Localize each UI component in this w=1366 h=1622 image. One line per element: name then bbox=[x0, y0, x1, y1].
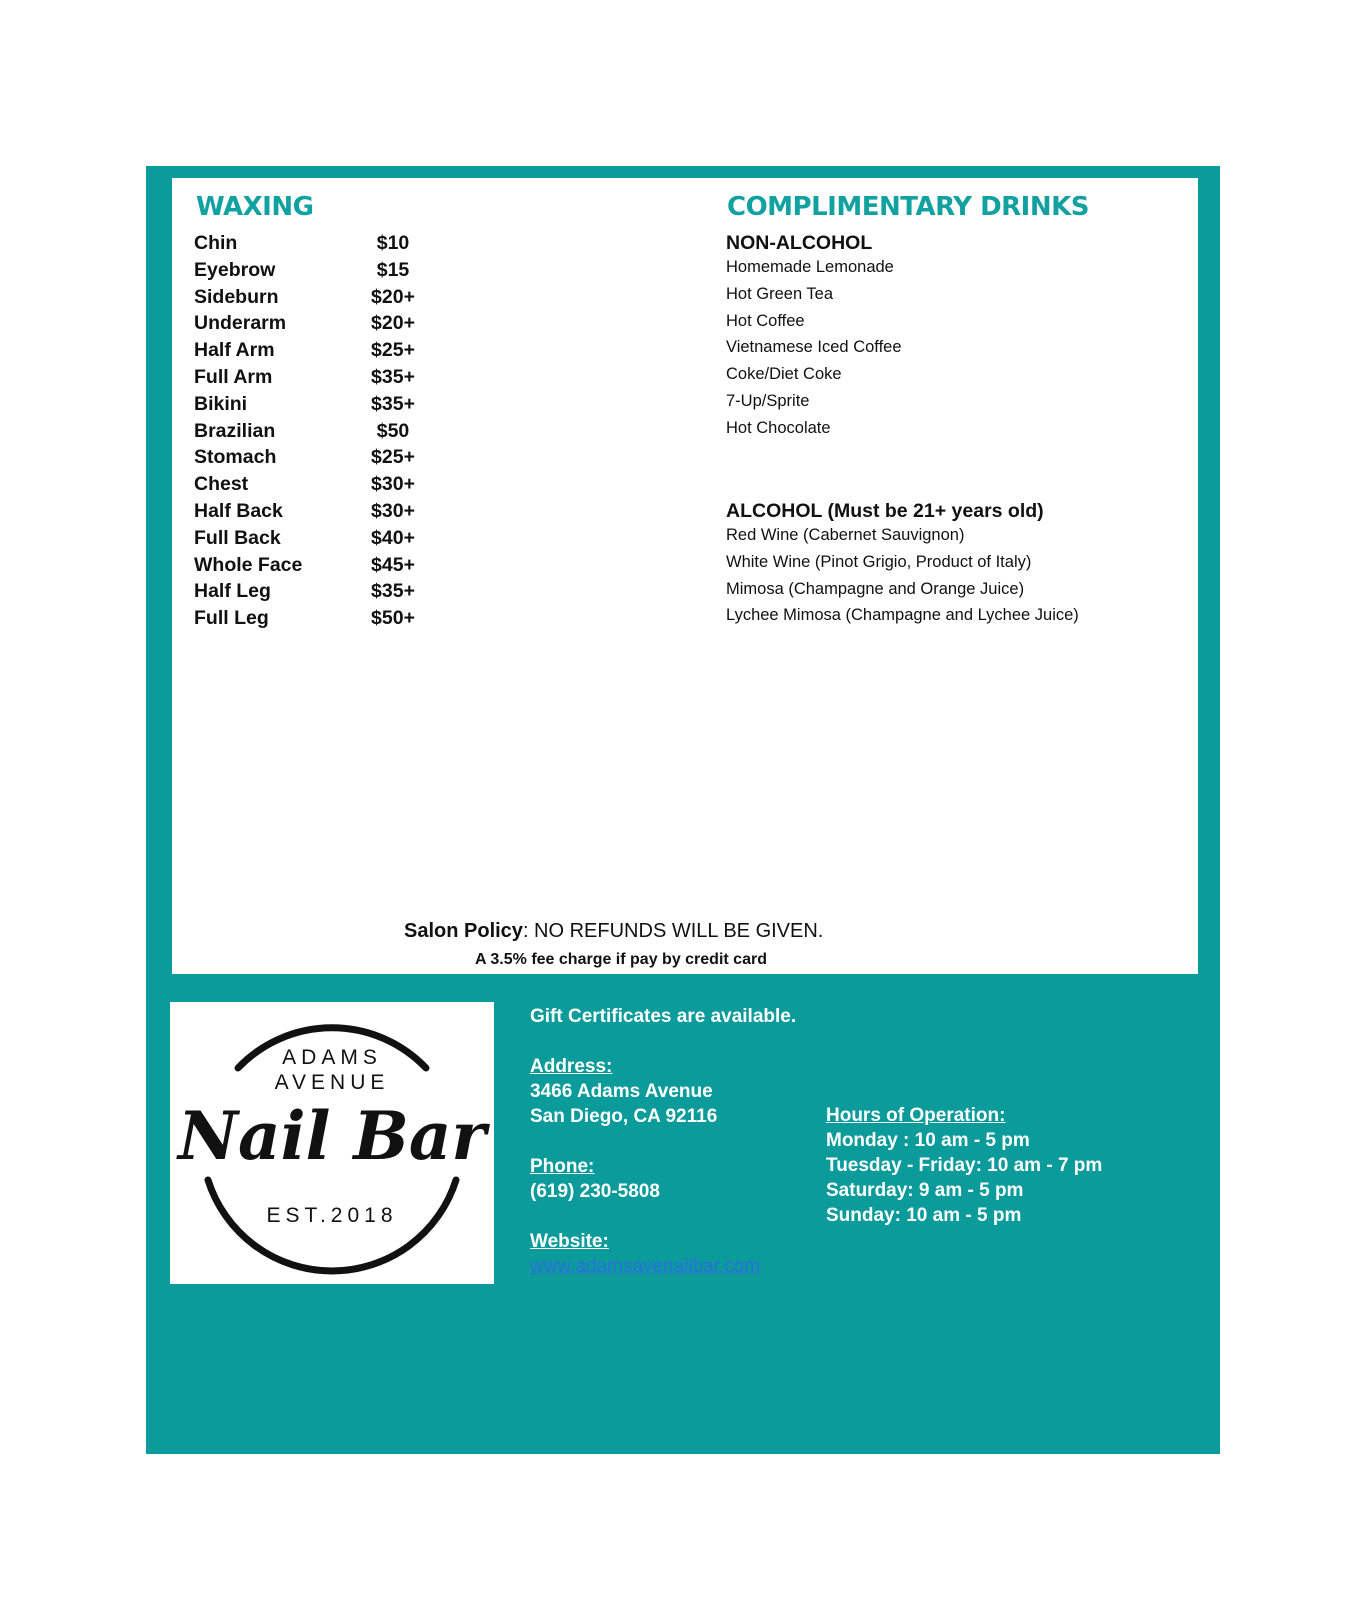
drinks-title: COMPLIMENTARY DRINKS bbox=[727, 192, 1089, 222]
services-panel bbox=[172, 178, 1198, 974]
logo-script: Nail Bar bbox=[176, 1097, 491, 1175]
waxing-item-name: Full Back bbox=[194, 526, 281, 549]
waxing-item bbox=[194, 366, 434, 393]
waxing-item-price: $20+ bbox=[371, 312, 415, 335]
drink-item: Hot Green Tea bbox=[726, 284, 834, 303]
waxing-item-name: Full Leg bbox=[194, 607, 269, 630]
waxing-item bbox=[194, 500, 434, 527]
drink-item: Lychee Mimosa (Champagne and Lychee Juice) bbox=[726, 606, 1079, 625]
waxing-item bbox=[194, 312, 434, 339]
drink-item: Hot Chocolate bbox=[726, 418, 831, 437]
logo-line2: AVENUE bbox=[274, 1071, 390, 1094]
waxing-item-price: $10 bbox=[376, 232, 410, 254]
waxing-item-price: $40+ bbox=[371, 526, 415, 549]
waxing-item-name: Half Arm bbox=[194, 339, 275, 362]
waxing-item bbox=[194, 554, 434, 581]
waxing-item-name: Bikini bbox=[194, 392, 248, 415]
logo-graphic bbox=[170, 1002, 494, 1284]
hours-line: Monday : 10 am - 5 pm bbox=[826, 1130, 1030, 1151]
waxing-item-price: $50 bbox=[376, 419, 410, 442]
waxing-list bbox=[194, 232, 434, 634]
waxing-title: WAXING bbox=[196, 192, 314, 222]
waxing-item-price: $45+ bbox=[371, 553, 415, 576]
waxing-item bbox=[194, 339, 434, 366]
hours-of-operation bbox=[826, 1103, 1102, 1228]
drink-item: 7-Up/Sprite bbox=[726, 391, 810, 410]
waxing-item-price: $25+ bbox=[371, 446, 415, 469]
waxing-item-price: $50+ bbox=[371, 607, 415, 630]
hours-line: Saturday: 9 am - 5 pm bbox=[826, 1180, 1024, 1201]
drink-item: Vietnamese Iced Coffee bbox=[726, 338, 902, 357]
drink-item: Red Wine (Cabernet Sauvignon) bbox=[726, 526, 965, 544]
waxing-item bbox=[194, 393, 434, 420]
waxing-item-price: $30+ bbox=[371, 473, 415, 496]
waxing-item-name: Chin bbox=[194, 232, 238, 254]
menu-frame bbox=[146, 166, 1220, 1454]
waxing-item-name: Eyebrow bbox=[194, 258, 276, 281]
alcohol-heading: ALCOHOL (Must be 21+ years old) bbox=[726, 500, 1044, 522]
waxing-item-name: Stomach bbox=[194, 446, 277, 469]
hours-line: Tuesday - Friday: 10 am - 7 pm bbox=[826, 1155, 1103, 1176]
waxing-item bbox=[194, 527, 434, 554]
logo bbox=[170, 1002, 494, 1284]
waxing-item-price: $20+ bbox=[371, 285, 415, 308]
waxing-item-name: Chest bbox=[194, 473, 249, 496]
waxing-item-price: $35+ bbox=[371, 392, 415, 415]
non-alcohol-heading: NON-ALCOHOL bbox=[726, 232, 873, 254]
salon-policy bbox=[404, 920, 823, 943]
logo-line1: ADAMS bbox=[282, 1046, 382, 1069]
waxing-item-name: Underarm bbox=[194, 312, 287, 335]
waxing-item-price: $30+ bbox=[371, 499, 415, 522]
address-line2: San Diego, CA 92116 bbox=[530, 1106, 718, 1127]
hours-line: Sunday: 10 am - 5 pm bbox=[826, 1205, 1022, 1226]
drink-item: Mimosa (Champagne and Orange Juice) bbox=[726, 579, 1025, 598]
waxing-item-price: $35+ bbox=[371, 580, 415, 603]
waxing-item-price: $25+ bbox=[371, 339, 415, 362]
waxing-item bbox=[194, 232, 434, 259]
drink-item: Hot Coffee bbox=[726, 311, 805, 330]
drink-item: White Wine (Pinot Grigio, Product of Italy) bbox=[726, 552, 1032, 571]
waxing-item-price: $35+ bbox=[371, 365, 415, 388]
logo-est: EST.2018 bbox=[266, 1204, 398, 1227]
contact-info bbox=[530, 1004, 796, 1279]
waxing-item bbox=[194, 607, 434, 634]
drink-item: Coke/Diet Coke bbox=[726, 365, 842, 384]
policy-label: Salon Policy bbox=[404, 920, 523, 942]
waxing-item bbox=[194, 580, 434, 607]
waxing-item-name: Half Leg bbox=[194, 580, 271, 603]
waxing-item-name: Full Arm bbox=[194, 365, 273, 388]
hours-label: Hours of Operation: bbox=[826, 1105, 1006, 1126]
address-line1: 3466 Adams Avenue bbox=[530, 1081, 713, 1102]
waxing-item bbox=[194, 473, 434, 500]
waxing-item-name: Sideburn bbox=[194, 285, 279, 308]
website-link[interactable]: www.adamsavenailbar.com bbox=[530, 1256, 761, 1277]
gift-certificates-note: Gift Certificates are available. bbox=[530, 1006, 797, 1027]
waxing-item-name: Brazilian bbox=[194, 419, 276, 442]
waxing-item bbox=[194, 286, 434, 313]
alcohol-list bbox=[726, 526, 1079, 633]
waxing-item-name: Whole Face bbox=[194, 553, 303, 576]
phone-number[interactable]: (619) 230-5808 bbox=[530, 1181, 660, 1202]
policy-text: : NO REFUNDS WILL BE GIVEN. bbox=[522, 920, 824, 942]
waxing-item bbox=[194, 420, 434, 447]
waxing-item bbox=[194, 446, 434, 473]
website-label: Website: bbox=[530, 1231, 609, 1252]
waxing-item-price: $15 bbox=[376, 258, 410, 281]
waxing-item-name: Half Back bbox=[194, 499, 283, 522]
drink-item: Homemade Lemonade bbox=[726, 258, 894, 276]
address-label: Address: bbox=[530, 1056, 613, 1077]
waxing-item bbox=[194, 259, 434, 286]
credit-card-fee: A 3.5% fee charge if pay by credit card bbox=[475, 951, 767, 968]
phone-label: Phone: bbox=[530, 1156, 595, 1177]
non-alcohol-list bbox=[726, 258, 902, 446]
